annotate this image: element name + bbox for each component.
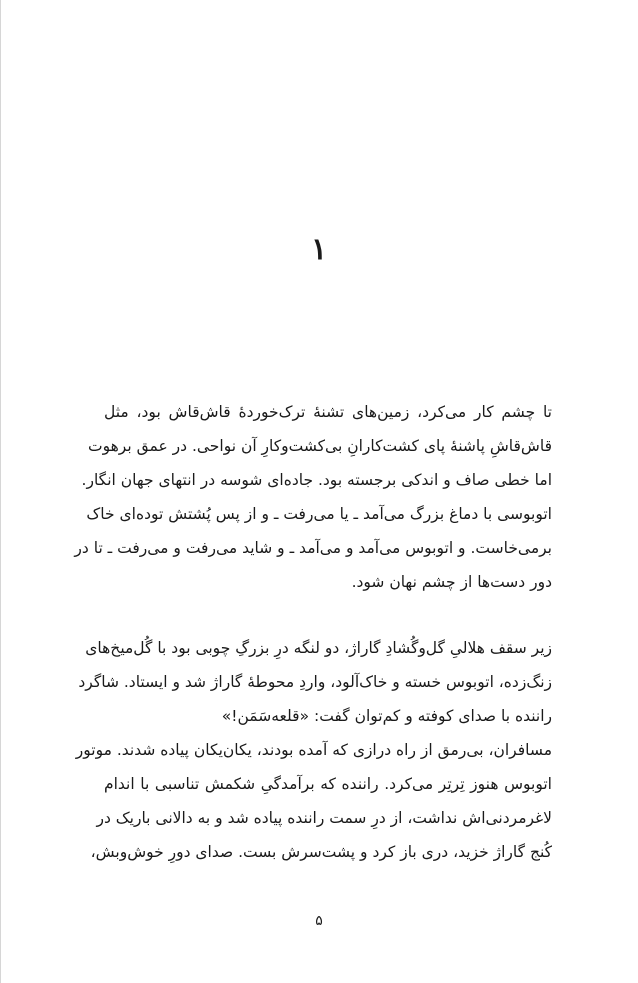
text-line: اتوبوس هنوز تِرتِر می‌کرد. راننده که برآمدگیِ شکمش تناسبی با اندام (104, 775, 552, 793)
text-line: تا چشم کار می‌کرد، زمین‌های تشنهٔ ترک‌خوردهٔ قاش‌قاش بود، مثل (104, 403, 552, 421)
text-line: زیر سقف هلالیِ گل‌وگُشادِ گاراژ، دو لنگه درِ بزرگِ چوبی بود با گُل‌میخ‌های (85, 639, 552, 657)
text-line: اما خطی صاف و اندکی برجسته بود. جاده‌ای شوسه در انتهای جهان انگار. (81, 471, 552, 489)
chapter-number: ۱ (310, 232, 328, 267)
text-line: زنگ‌زده، اتوبوس خسته و خاک‌آلود، واردِ محوطهٔ گاراژ شد و ایستاد. شاگرد (78, 673, 552, 691)
text-line: کُنج گاراژ خزید، دری باز کرد و پشت‌سرش بست. صدای دورِ خوش‌وبش، (90, 843, 552, 861)
text-line: برمی‌خاست. و اتوبوس می‌آمد و می‌آمد ـ و شاید می‌رفت و می‌رفت ـ تا در (74, 539, 552, 557)
page-edge (0, 0, 1, 983)
page-number: ۵ (315, 913, 323, 929)
text-line: قاش‌قاشِ پاشنهٔ پای کشت‌کارانِ بی‌کشت‌وکارِ آن نواحی. در عمق برهوت (88, 437, 552, 455)
text-line: راننده با صدای کوفته و کم‌توان گفت: «قلعه‌سَمَن!» (221, 707, 552, 725)
paragraph-1 (74, 395, 552, 599)
paragraph-2 (75, 631, 552, 869)
text-line: دور دست‌ها از چشم نهان شود. (351, 573, 552, 591)
text-line: مسافران، بی‌رمق از راه درازی که آمده بودند، یکان‌یکان پیاده شدند. موتور (75, 741, 552, 759)
text-line: اتوبوسی با دماغ بزرگ می‌آمد ـ یا می‌رفت ـ و از پس پُشتش توده‌ای خاک (86, 505, 552, 523)
text-line: لاغرمردنی‌اش نداشت، از درِ سمت راننده پیاده شد و به دالانی باریک در (96, 809, 552, 827)
